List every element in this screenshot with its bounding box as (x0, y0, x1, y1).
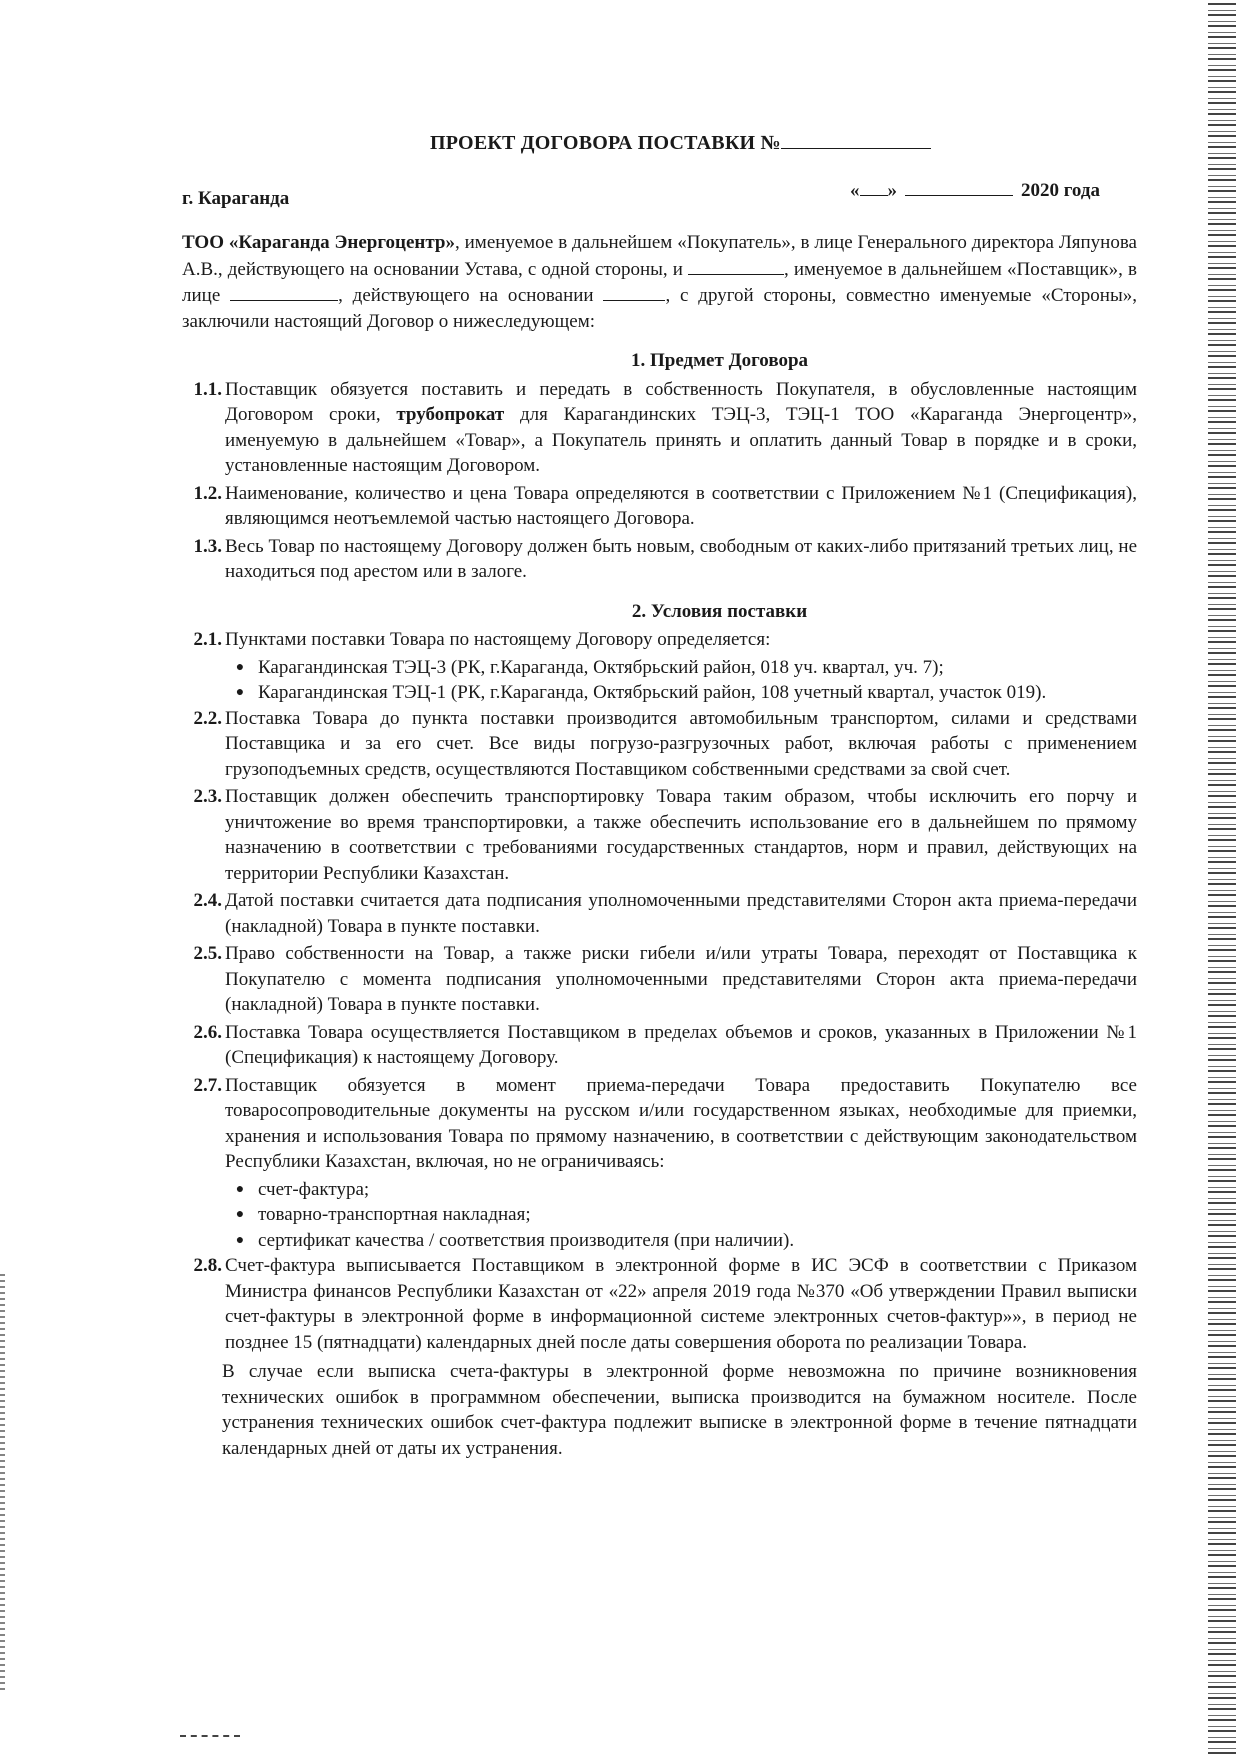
list-item: ● сертификат качества / соответствия производителя (при наличии). (235, 1229, 795, 1251)
clause-2-2: 2.2. Поставка Товара до пункта поставки производится автомобильным транспортом, силами и средствами Поставщика и за его счет. Все виды погрузо-разгрузочных работ, включая работы с применением грузоподъемных средств, осуществляются Поставщиком собственными средствами за свой счет. (193, 707, 1137, 780)
section-2-heading: 2. Условия поставки (631, 600, 808, 622)
footer-mark (180, 1735, 240, 1737)
clause-2-3: 2.3. Поставщик должен обеспечить транспортировку Товара таким образом, чтобы исключить его порчу и уничтожение во время транспортировки, а также обеспечить использование его в дальнейшем по прямому назначению в соответствии с требованиями государственных стандартов, норм и правил, действующих на территории Республики Казахстан. (193, 786, 1137, 884)
date-line: « » 2020 года (850, 180, 1100, 201)
list-item: ● счет-фактура; (235, 1178, 370, 1200)
delivery-points-list (182, 655, 1137, 706)
clause-2-8: 2.8. Счет-фактура выписывается Поставщиком в электронной форме в ИС ЭСФ в соответствии с Приказом Министра финансов Республики Казахстан от «22» апреля 2019 года №370 «Об утверждении Правил выписки счет-фактуры в электронной форме в информационной системе электронных счетов-фактур»», в период не позднее 15 (пятнадцати) календарных дней после даты совершения оборота по реализации Товара. (193, 1255, 1137, 1353)
section-1-heading: 1. Предмет Договора (630, 350, 809, 371)
list-item: ● Карагандинская ТЭЦ-1 (РК, г.Караганда, Октябрьский район, 108 учетный квартал, участок 019). (235, 682, 1047, 703)
documents-list (182, 1177, 1137, 1254)
clause-1-3: 1.3. Весь Товар по настоящему Договору должен быть новым, свободным от каких-либо притязаний третьих лиц, не находиться под арестом или в залоге. (193, 535, 1137, 582)
list-item: ● товарно-транспортная накладная; (235, 1204, 531, 1225)
contract-number-blank (781, 130, 931, 149)
intro-paragraph: ТОО «Караганда Энергоцентр», именуемое в дальнейшем «Покупатель», в лице Генерального директора Ляпунова А.В., действующего на основании Устава, с одной стороны, и , именуемое в дальнейшем «Поставщик», в лице , действующего на основании , с другой стороны, совместно именуемые «Стороны», заключили настоящий Договор о нижеследующем: (182, 232, 1137, 332)
clause-2-5: 2.5. Право собственности на Товар, а также риски гибели и/или утраты Товара, переходят от Поставщика к Покупателю с момента подписания уполномоченными представителями Сторон акта приема-передачи (накладной) Товара в пункте поставки. (193, 943, 1137, 1015)
clause-2-4: 2.4. Датой поставки считается дата подписания уполномоченными представителями Сторон акта приема-передачи (накладной) Товара в пункте поставки. (193, 890, 1137, 937)
list-item: ● Карагандинская ТЭЦ-3 (РК, г.Караганда, Октябрьский район, 018 уч. квартал, уч. 7); (235, 656, 944, 678)
city-label: г. Караганда (182, 188, 290, 209)
clause-2-6: 2.6. Поставка Товара осуществляется Поставщиком в пределах объемов и сроков, указанных в Приложении №1 (Спецификация) к настоящему Договору. (193, 1021, 1137, 1068)
clause-2-8-paragraph: В случае если выписка счета-фактуры в электронной форме невозможна по причине возникновения технических ошибок в программном обеспечении, выписка производится на бумажном носителе. После устранения технических ошибок счет-фактура подлежит выписке в электронной форме в течение пятнадцати календарных дней от даты их устранения. (222, 1361, 1137, 1459)
clause-2-1: 2.1. Пунктами поставки Товара по настоящему Договору определяется: (193, 629, 771, 650)
scan-edge-marks (1208, 0, 1236, 1754)
clause-1-1: 1.1. Поставщик обязуется поставить и передать в собственность Покупателя, в обусловленные настоящим Договором сроки, трубопрокат для Карагандинских ТЭЦ-3, ТЭЦ-1 ТОО «Караганда Энергоцентр», именуемую в дальнейшем «Товар», а Покупатель принять и оплатить данный Товар в порядке и в сроки, установленные настоящим Договором. (193, 378, 1137, 476)
clause-1-2: 1.2. Наименование, количество и цена Товара определяются в соответствии с Приложением №1 (Спецификация), являющимся неотъемлемой частью настоящего Договора. (193, 482, 1137, 529)
document-body (182, 230, 1137, 1461)
clause-2-7: 2.7. Поставщик обязуется в момент приема-передачи Товара предоставить Покупателю все товаросопроводительные документы на русском и/или государственном языках, необходимые для приемки, хранения и использования Товара по прямому назначению, в соответствии с действующим законодательством Республики Казахстан, включая, но не ограничиваясь: (193, 1074, 1137, 1172)
scan-left-marks (0, 1270, 5, 1690)
document-title: ПРОЕКТ ДОГОВОРА ПОСТАВКИ № (430, 130, 931, 155)
